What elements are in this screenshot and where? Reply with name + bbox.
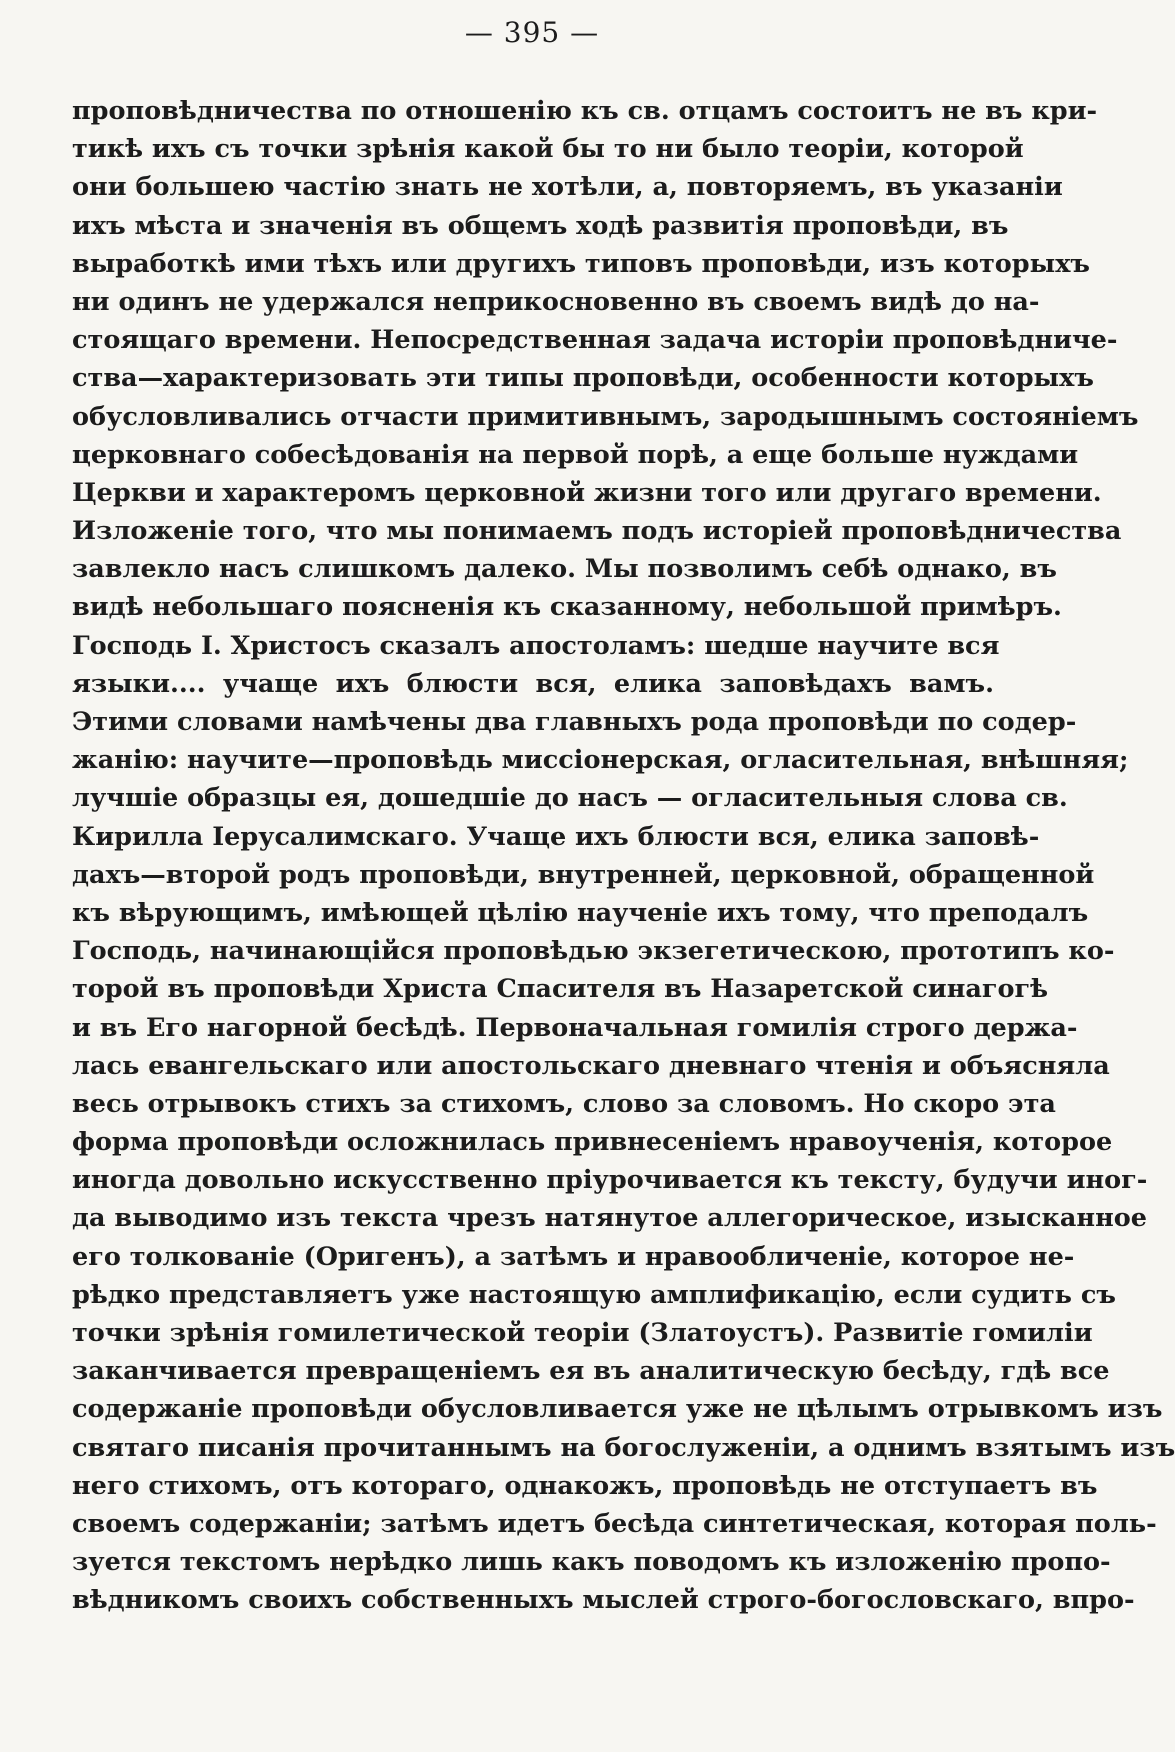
- text-line: да выводимо изъ текста чрезъ натянутое аллегорическое, изысканное: [72, 1203, 1147, 1234]
- text-line: ихъ мѣста и значенія въ общемъ ходѣ развитія проповѣди, въ: [72, 210, 1009, 241]
- text-line: Кирилла Іерусалимскаго. Учаще ихъ блюсти вся, елика заповѣ-: [72, 821, 1040, 852]
- text-line: лучшіе образцы ея, дошедшіе до насъ — огласительныя слова св.: [72, 783, 1068, 814]
- text-line: видѣ небольшаго поясненія къ сказанному, небольшой примѣръ.: [72, 592, 1062, 623]
- text-line: рѣдко представляетъ уже настоящую амплификацію, если судить съ: [72, 1279, 1116, 1310]
- text-line: вѣдникомъ своихъ собственныхъ мыслей строго-богословскаго, впро-: [72, 1585, 1135, 1616]
- text-line: его толкованіе (Оригенъ), а затѣмъ и нравообличеніе, которое не-: [72, 1241, 1075, 1272]
- text-line: выработкѣ ими тѣхъ или другихъ типовъ проповѣди, изъ которыхъ: [72, 248, 1090, 279]
- text-line: Этими словами намѣчены два главныхъ рода проповѣди по содер-: [72, 707, 1077, 737]
- text-line: стоящаго времени. Непосредственная задача исторіи проповѣдниче-: [72, 325, 1118, 356]
- text-line: зуется текстомъ нерѣдко лишь какъ поводомъ къ изложенію пропо-: [72, 1547, 1111, 1578]
- page-number: — 395 —: [464, 16, 600, 49]
- text-line: святаго писанія прочитаннымъ на богослуженіи, а однимъ взятымъ изъ: [72, 1432, 1175, 1463]
- text-line: заканчивается превращеніемъ ея въ аналитическую бесѣду, гдѣ все: [72, 1356, 1110, 1387]
- text-line: обусловливались отчасти примитивнымъ, зародышнымъ состояніемъ: [72, 401, 1139, 432]
- text-line: завлекло насъ слишкомъ далеко. Мы позволимъ себѣ однако, въ: [72, 554, 1057, 585]
- text-line: Изложеніе того, что мы понимаемъ подъ исторіей проповѣдничества: [72, 516, 1122, 547]
- text-line: торой въ проповѣди Христа Спасителя въ Назаретской синагогѣ: [72, 974, 1049, 1005]
- text-line: церковнаго собесѣдованія на первой порѣ, а еще больше нуждами: [72, 439, 1079, 470]
- text-line: жанію: научите—проповѣдь миссіонерская, огласительная, внѣшняя;: [72, 745, 1129, 776]
- text-line: лась евангельскаго или апостольскаго дневнаго чтенія и объясняла: [72, 1050, 1110, 1081]
- text-line: форма проповѣди осложнилась привнесеніемъ нравоученія, которое: [72, 1127, 1113, 1158]
- text-line: него стихомъ, отъ котораго, однакожъ, проповѣдь не отступаетъ въ: [72, 1470, 1098, 1501]
- text-line: своемъ содержаніи; затѣмъ идетъ бесѣда синтетическая, которая поль-: [72, 1508, 1157, 1539]
- text-line: языки.... учаще ихъ блюсти вся, елика заповѣдахъ вамъ.: [72, 668, 994, 699]
- text-line: и въ Его нагорной бесѣдѣ. Первоначальная гомилія строго держа-: [72, 1012, 1078, 1043]
- text-line: ни одинъ не удержался неприкосновенно въ своемъ видѣ до на-: [72, 286, 1040, 317]
- text-line: Господь, начинающійся проповѣдью экзегетическою, прототипъ ко-: [72, 936, 1115, 967]
- text-line: дахъ—второй родъ проповѣди, внутренней, церковной, обращенной: [72, 859, 1095, 890]
- text-line: къ вѣрующимъ, имѣющей цѣлію наученіе ихъ тому, что преподалъ: [72, 897, 1089, 928]
- text-line: иногда довольно искусственно пріурочивается къ тексту, будучи иног-: [72, 1165, 1148, 1196]
- text-line: ства—характеризовать эти типы проповѣди, особенности которыхъ: [72, 363, 1094, 394]
- text-line: весь отрывокъ стихъ за стихомъ, слово за словомъ. Но скоро эта: [72, 1088, 1056, 1119]
- text-line: Господь І. Христосъ сказалъ апостоламъ: шедше научите вся: [72, 630, 1000, 661]
- text-line: проповѣдничества по отношенію къ св. отцамъ состоитъ не въ кри-: [72, 96, 1098, 126]
- text-line: тикѣ ихъ съ точки зрѣнія какой бы то ни было теоріи, которой: [72, 134, 1024, 165]
- text-line: точки зрѣнія гомилетической теоріи (Златоустъ). Развитіе гомиліи: [72, 1318, 1093, 1348]
- text-line: содержаніе проповѣди обусловливается уже не цѣлымъ отрывкомъ изъ: [72, 1394, 1163, 1425]
- text-body: [72, 92, 1175, 1620]
- text-line: они большею частію знать не хотѣли, а, повторяемъ, въ указаніи: [72, 172, 1063, 203]
- text-line: Церкви и характеромъ церковной жизни того или другаго времени.: [72, 477, 1102, 508]
